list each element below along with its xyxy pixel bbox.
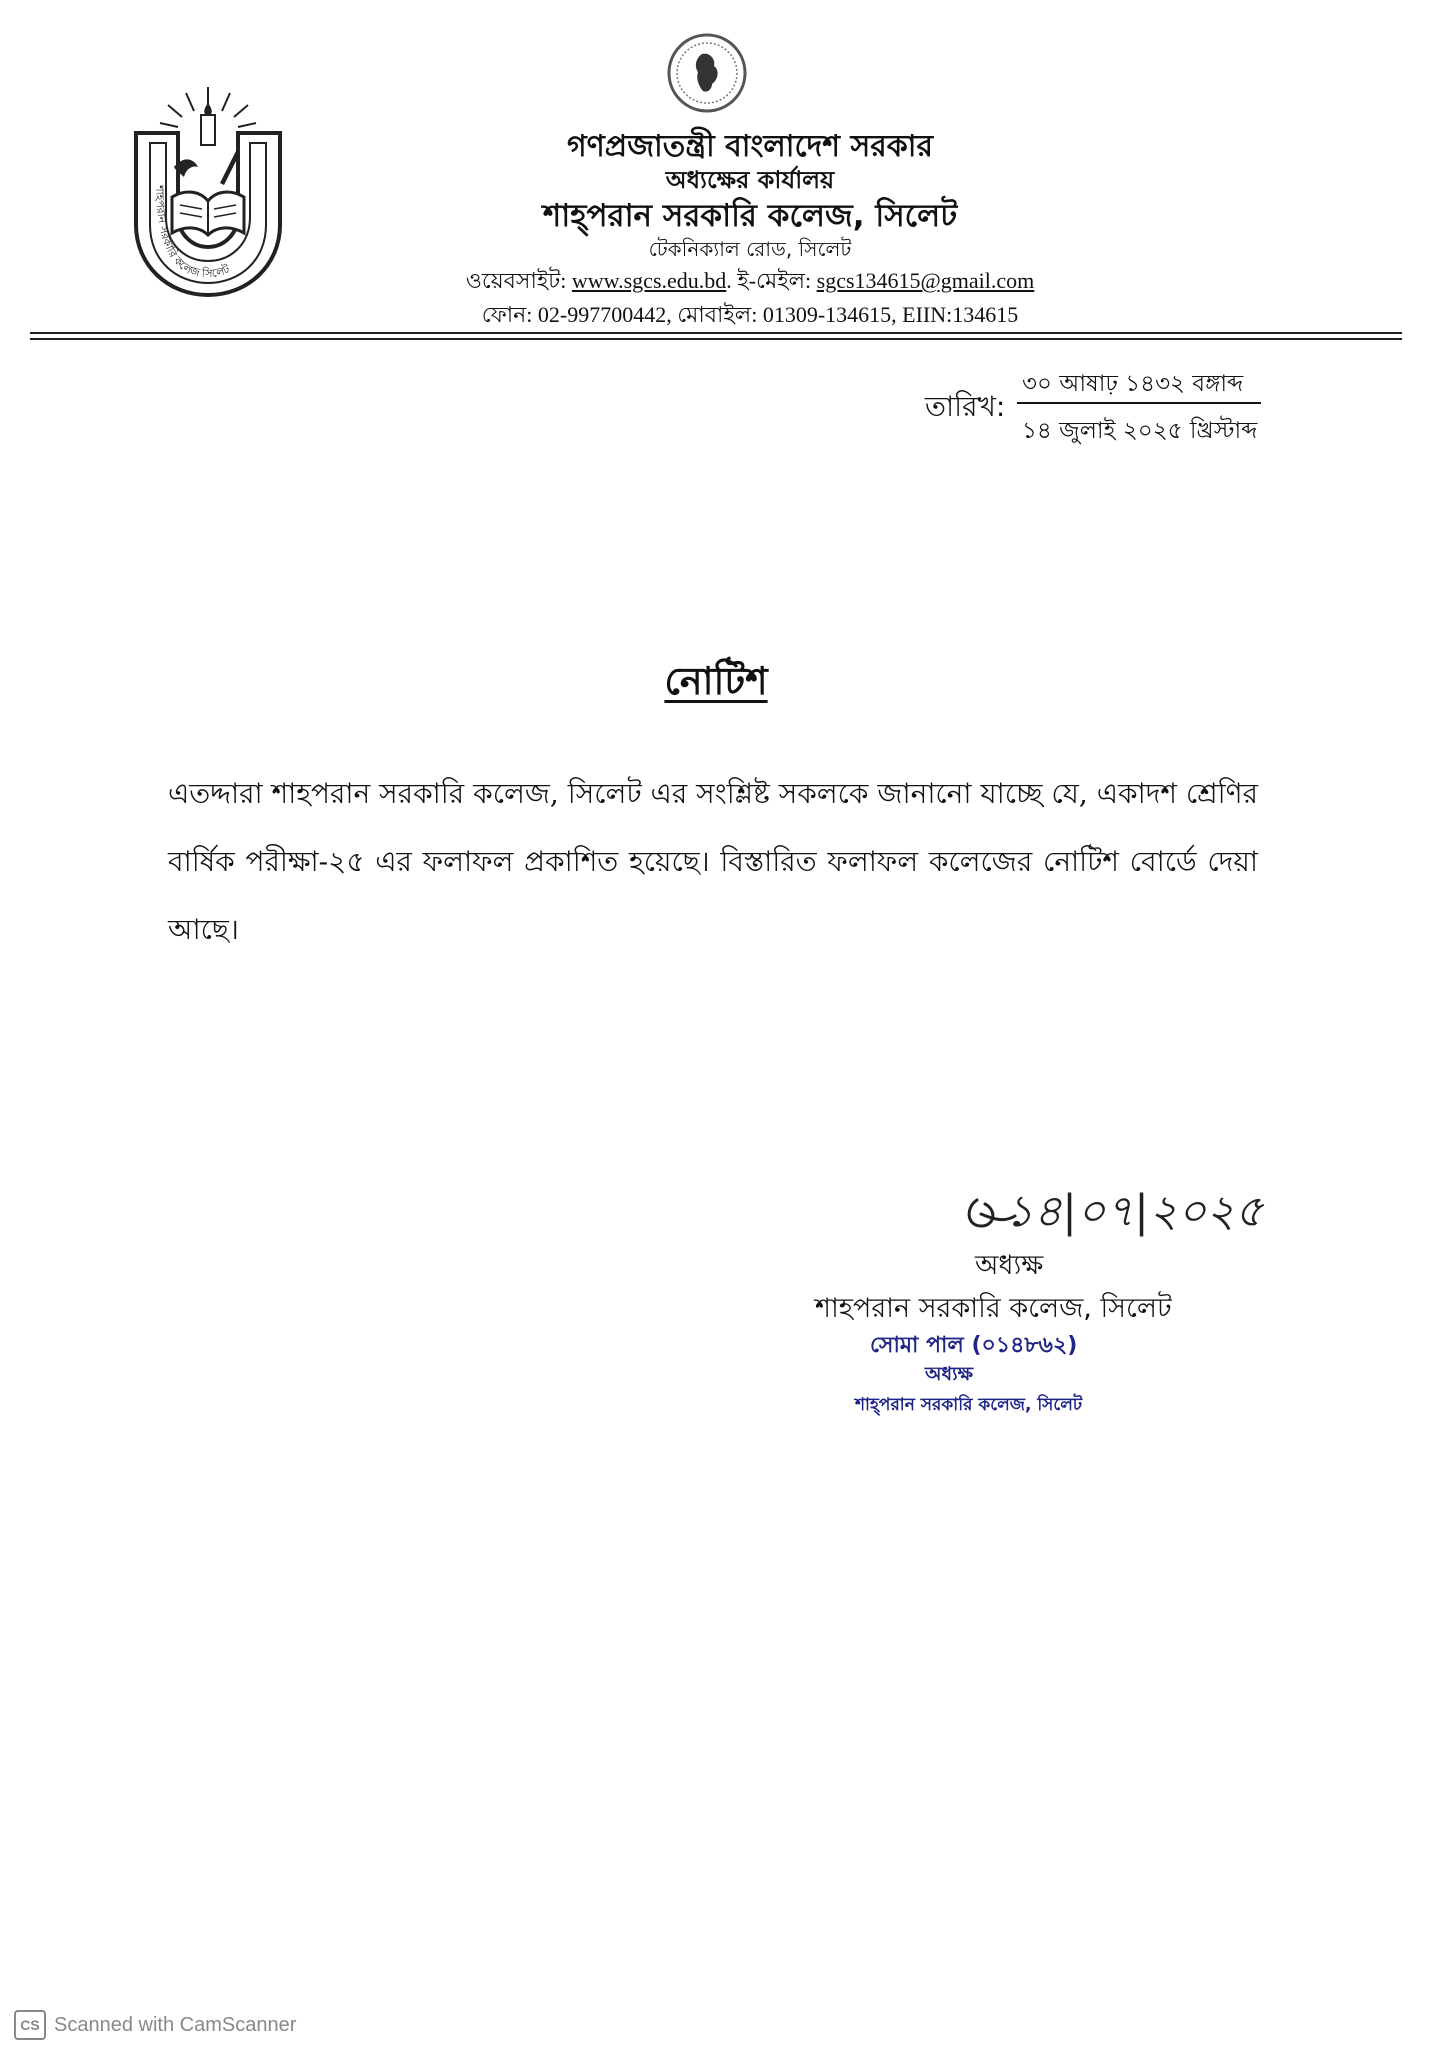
email-link[interactable]: sgcs134615@gmail.com — [816, 268, 1035, 293]
scanner-text: Scanned with CamScanner — [54, 2013, 297, 2036]
website-label: ওয়েবসাইট: — [465, 268, 572, 293]
government-seal — [666, 32, 748, 114]
college-address: টেকনিক্যাল রোড, সিলেট — [648, 237, 852, 261]
date-bangla: ৩০ আষাঢ় ১৪৩২ বঙ্গাব্দ — [1022, 371, 1244, 397]
stamp-college: শাহ্পরান সরকারি কলেজ, সিলেট — [855, 1395, 1083, 1415]
signatory-title: অধ্যক্ষ — [975, 1250, 1044, 1281]
office-name: অধ্যক্ষের কার্যালয় — [665, 166, 835, 194]
camscanner-icon: CS — [14, 2010, 46, 2040]
web-email-line — [330, 264, 1170, 301]
website-link[interactable]: www.sgcs.edu.bd — [571, 268, 727, 293]
email-label: . ই-মেইল: — [726, 268, 817, 293]
handwritten-signature — [955, 1170, 1265, 1250]
contact-line: ফোন: 02-997700442, মোবাইল: 01309-134615, EIIN:134615 — [481, 302, 1019, 327]
header-divider — [30, 332, 1402, 334]
date-label: তারিখ: — [925, 390, 1006, 423]
date-english: ১৪ জুলাই ২০২৫ খ্রিস্টাব্দ — [1022, 418, 1258, 444]
header-divider-second — [30, 338, 1402, 340]
stamp-name: সোমা পাল (০১৪৮৬২) — [870, 1333, 1078, 1358]
college-logo — [128, 85, 288, 300]
college-name: শাহ্পরান সরকারি কলেজ, সিলেট — [542, 198, 958, 234]
government-name: গণপ্রজাতন্ত্রী বাংলাদেশ সরকার — [567, 129, 933, 164]
svg-text:শাহপরান সরকারি কলেজ সিলেট: শাহপরান সরকারি কলেজ সিলেট — [152, 184, 232, 281]
scanner-watermark — [14, 2010, 296, 2040]
signatory-college: শাহপরান সরকারি কলেজ, সিলেট — [815, 1293, 1172, 1324]
svg-text:১৪|০৭|২০২৫: ১৪|০৭|২০২৫ — [1005, 1186, 1264, 1237]
notice-body: এতদ্দারা শাহপরান সরকারি কলেজ, সিলেট এর সংশ্লিষ্ট সকলকে জানানো যাচ্ছে যে, একাদশ শ্রেণির বার্ষিক পরীক্ষা-২৫ এর ফলাফল প্রকাশিত হয়েছে। বিস্তারিত ফলাফল কলেজের নোটিশ বোর্ডে দেয়া আছে। — [168, 777, 1258, 946]
date-divider — [1017, 402, 1261, 404]
stamp-title: অধ্যক্ষ — [925, 1363, 974, 1385]
notice-title: নোটিশ — [664, 659, 768, 703]
